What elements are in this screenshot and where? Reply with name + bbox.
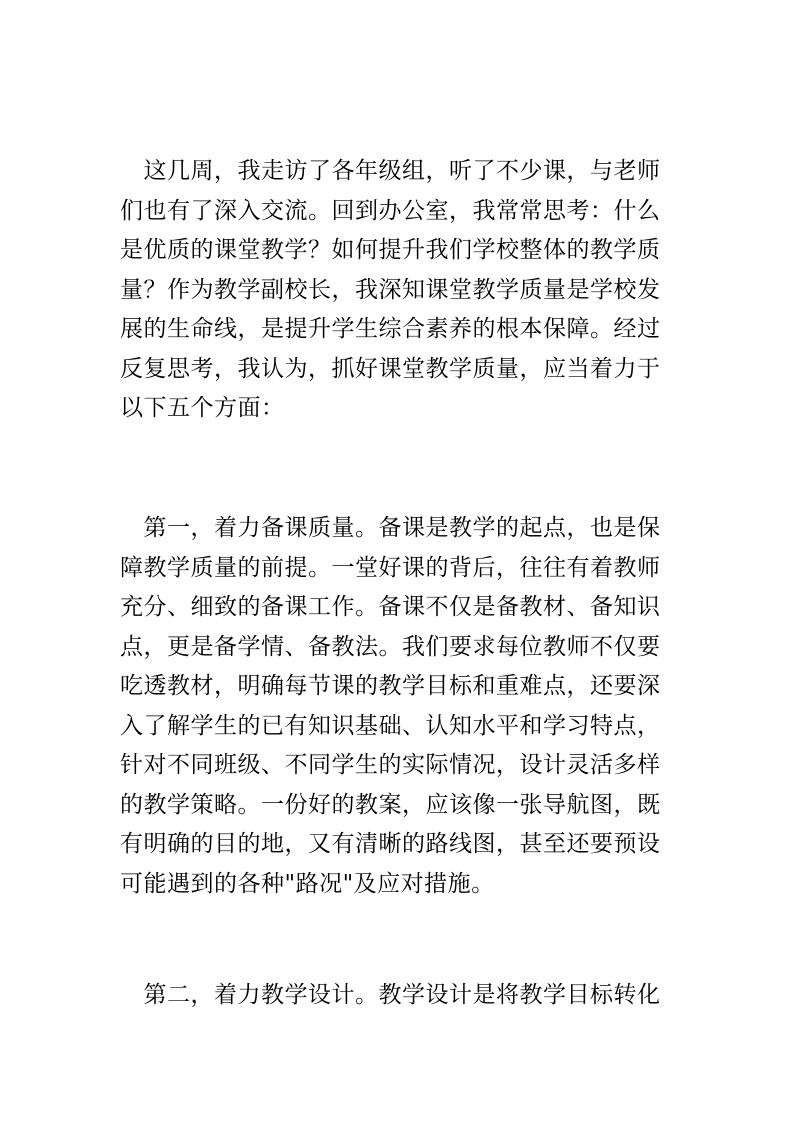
text-line: 们也有了深入交流。回到办公室，我常常思考：什么	[120, 197, 661, 224]
text-line: 障教学质量的前提。一堂好课的背后，往往有着教师	[120, 554, 661, 581]
text-line: 量？作为教学副校长，我深知课堂教学质量是学校发	[120, 276, 661, 303]
text-line: 展的生命线，是提升学生综合素养的根本保障。经过	[120, 316, 661, 342]
text-line: 第二，着力教学设计。教学设计是将教学目标转化	[120, 982, 661, 1008]
text-line: 这几周，我走访了各年级组，听了不少课，与老师	[120, 158, 661, 184]
paragraph-first-point	[120, 509, 680, 904]
text-line: 点，更是备学情、备教法。我们要求每位教师不仅要	[120, 633, 661, 660]
text-line: 以下五个方面：	[120, 395, 285, 421]
text-line: 是优质的课堂教学？如何提升我们学校整体的教学质	[120, 237, 661, 263]
paragraph-second-point	[120, 976, 680, 1016]
text-line: 入了解学生的已有知识基础、认知水平和学习特点，	[120, 712, 661, 739]
paragraph-intro	[120, 152, 680, 429]
text-line: 的教学策略。一份好的教案，应该像一张导航图，既	[120, 791, 661, 818]
text-line: 第一，着力备课质量。备课是教学的起点，也是保	[120, 515, 661, 541]
text-line: 反复思考，我认为，抓好课堂教学质量，应当着力于	[120, 355, 661, 382]
text-line: 吃透教材，明确每节课的教学目标和重难点，还要深	[120, 673, 661, 699]
text-line: 有明确的目的地，又有清晰的路线图，甚至还要预设	[120, 831, 661, 857]
text-line: 充分、细致的备课工作。备课不仅是备教材、备知识	[120, 594, 661, 620]
text-line: 可能遇到的各种"路况"及应对措施。	[120, 870, 495, 897]
text-line: 针对不同班级、不同学生的实际情况，设计灵活多样	[120, 752, 661, 778]
